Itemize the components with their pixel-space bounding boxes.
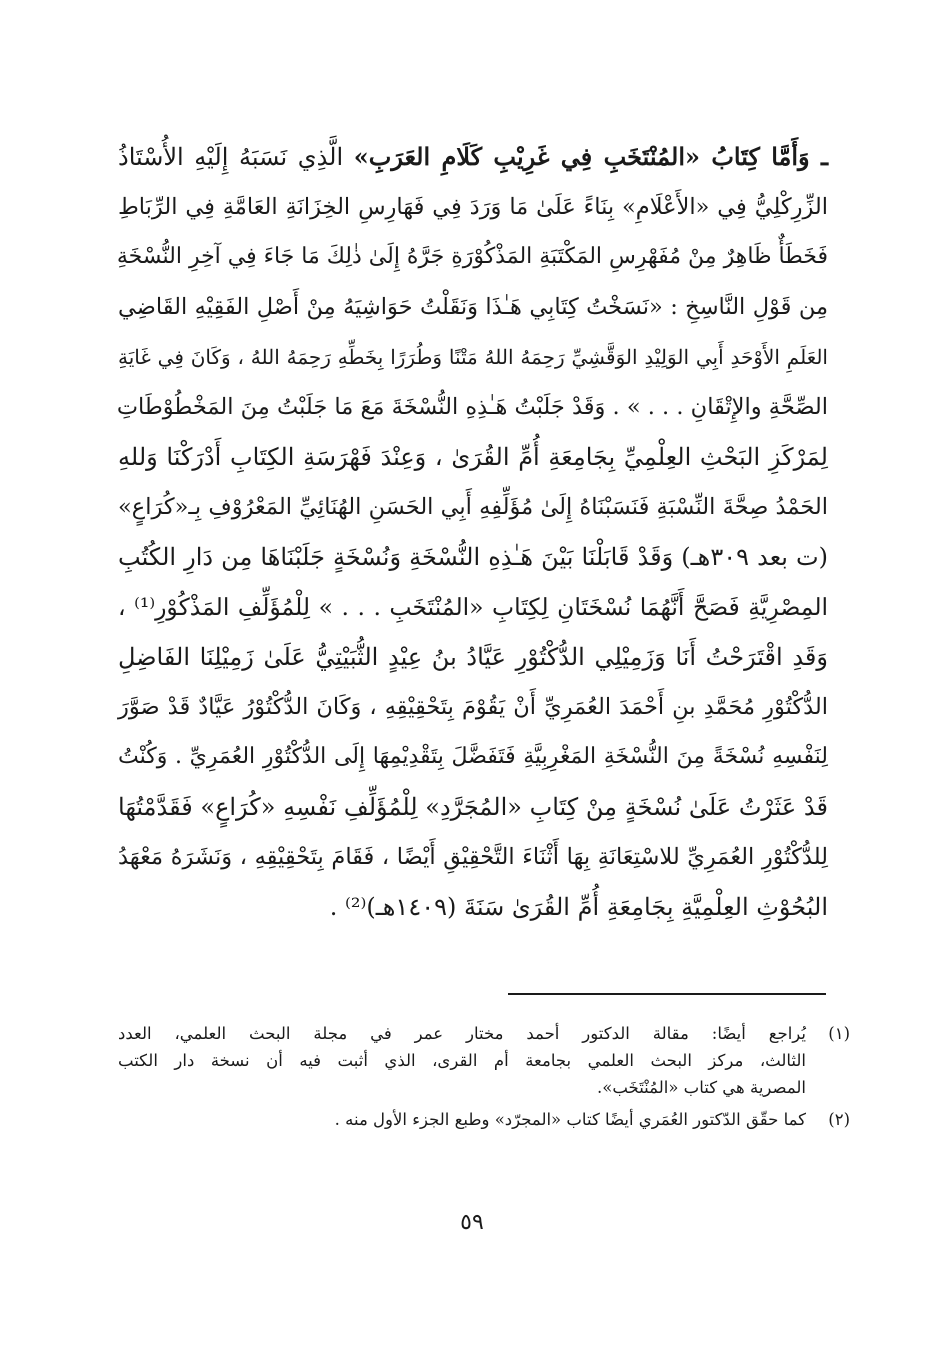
text-line: لِلدُّكْتُوْرِ العُمَرِيِّ للاسْتِعَانَةِ بِهَا أَثْنَاءَ التَّحْقِيْقِ أَيْضًا ، فَقَامَ بِتَحْقِيْقِهِ ، وَنَشَرَهُ مَعْهَدُ (118, 844, 828, 870)
text-line: الزِّرِكْلِيُّ فِي «الأَعْلَامِ» بِنَاءً عَلَىٰ مَا وَرَدَ فِي فَهَارِسِ الخِزَانَةِ العَامَّةِ فِي الرِّبَاطِ (118, 194, 828, 220)
footnotes (118, 1020, 850, 1133)
main-text (118, 132, 828, 932)
text-line: العَلَمِ الأَوْحَدِ أَبِي الوَلِيْدِ الوَقَّشِيِّ رَحِمَهُ اللهُ مَتْنًا وَطُرَرًا بِخَطِّهِ رَحِمَهُ اللهُ ، وَكَانَ فِي غَايَةِ (118, 345, 828, 369)
text-line: لِمَرْكَزِ البَحْثِ العِلْمِيِّ بِجَامِعَةِ أُمِّ القُرَىٰ ، وَعِنْدَ فَهْرَسَةِ الكِتَابِ أَدْرَكْنَا وَللهِ (118, 443, 828, 471)
footnote (118, 1106, 850, 1133)
text-line: البُحُوْثِ العِلْمِيَّةِ بِجَامِعَةِ أُمِّ القُرَىٰ سَنَةَ (١٤٠٩هـ)⁽²⁾ . (329, 893, 828, 921)
book-title-phrase: ـ وَأَمَّا كِتَابُ «المُنْتَخَبِ فِي غَرِيْبِ كَلَامِ العَرَبِ» (353, 142, 829, 171)
text-line: مِن قَوْلِ النَّاسِخِ : «نَسَخْتُ كِتَابِي هَـٰذَا وَنَقَلْتُ حَوَاشِيَهُ مِنْ أَصْلِ الفَقِيْهِ القَاضِي (118, 294, 828, 320)
footnote-marker: (٢) (828, 1110, 850, 1129)
footnote-line: المصرية هي كتاب «المُنْتَخَب». (597, 1078, 806, 1097)
text-line: (ت بعد ٣٠٩هـ) وَقَدْ قَابَلْنَا بَيْنَ هَـٰذِهِ النُّسْخَةِ وَنُسْخَةٍ جَلَبْنَاهَا مِن دَارِ الكُتُبِ (118, 543, 828, 571)
text-line: وَقَدِ اقْتَرَحْتُ أَنَا وَزَمِيْلِي الدُّكْتُوْرِ عَيَّادُ بنُ عِيْدٍ الثُّبَيْتِيُّ عَلَىٰ زَمِيْلِنَا الفَاضِلِ (118, 643, 828, 671)
text-line: المِصْرِيَّةِ فَصَحَّ أَنَّهُمَا نُسْخَتَانِ لِكِتَابِ «المُنْتَخَبِ . . . » لِلْمُؤَلِّفِ المَذْكُوْرِ⁽¹⁾ ، (118, 593, 829, 621)
footnote-line: يُراجع أيضًا: مقالة الدكتور أحمد مختار عمر في مجلة البحث العلمي، العدد (118, 1024, 806, 1043)
footnote-divider (508, 993, 826, 995)
text-line: الحَمْدُ صِحَّةَ النِّسْبَةِ فَنَسَبْنَاهُ إِلَىٰ مُؤَلِّفِهِ أَبِي الحَسَنِ الهُنَائِيِّ المَعْرُوْفِ بِـ«كُرَاعٍ» (118, 494, 828, 520)
footnote-marker: (١) (828, 1024, 850, 1043)
page-number: ٥٩ (460, 1210, 484, 1235)
footnote (118, 1020, 850, 1101)
text-line: الدُّكْتُوْرِ مُحَمَّدِ بنِ أَحْمَدَ العُمَرِيِّ أَنْ يَقُوْمَ بِتَحْقِيْقِهِ ، وَكَانَ الدُّكْتُوْرُ عَيَّادٌ قَدْ صَوَّرَ (118, 694, 828, 720)
footnote-line: الثالث، مركز البحث العلمي بجامعة أم القرى، الذي أثبت فيه أن نسخة دار الكتب (118, 1051, 806, 1070)
text-run: الَّذِي نَسَبَهُ إِلَيْهِ الأُسْتَاذُ (118, 143, 354, 171)
text-line (118, 132, 828, 182)
text-line: فَخَطَأٌ ظَاهِرٌ مِنْ مُفَهْرِسِ المَكْتَبَةِ المَذْكُوْرَةِ جَرَّهُ إِلَىٰ ذٰلِكَ مَا جَاءَ فِي آخِرِ النُّسْخَةِ (116, 244, 828, 269)
text-line: قَدْ عَثَرْتُ عَلَىٰ نُسْخَةٍ مِنْ كِتَابِ «المُجَرَّدِ» لِلْمُؤَلِّفِ نَفْسِهِ «كُرَاعٍ» فَقَدَّمْتُهَا (118, 793, 828, 821)
footnote-line: كما حقّق الدّكتور العُمَري أيضًا كتاب «المجرّد» وطبع الجزء الأول منه . (334, 1110, 806, 1129)
text-line: لِنَفْسِهِ نُسْخَةً مِنَ النُّسْخَةِ المَغْرِبِيَّةِ فَتَفَضَّلَ بِتَقْدِيْمِهَا إِلَى الدُّكْتُوْرِ العُمَرِيِّ . وَكُنْتُ (118, 744, 828, 769)
text-line: الصِّحَّةِ والإِتْقَانِ . . . » . وَقَدْ جَلَبْتُ هَـٰذِهِ النُّسْخَةَ مَعَ مَا جَلَبْتُ مِنَ المَخْطُوْطَاتِ (116, 394, 828, 420)
